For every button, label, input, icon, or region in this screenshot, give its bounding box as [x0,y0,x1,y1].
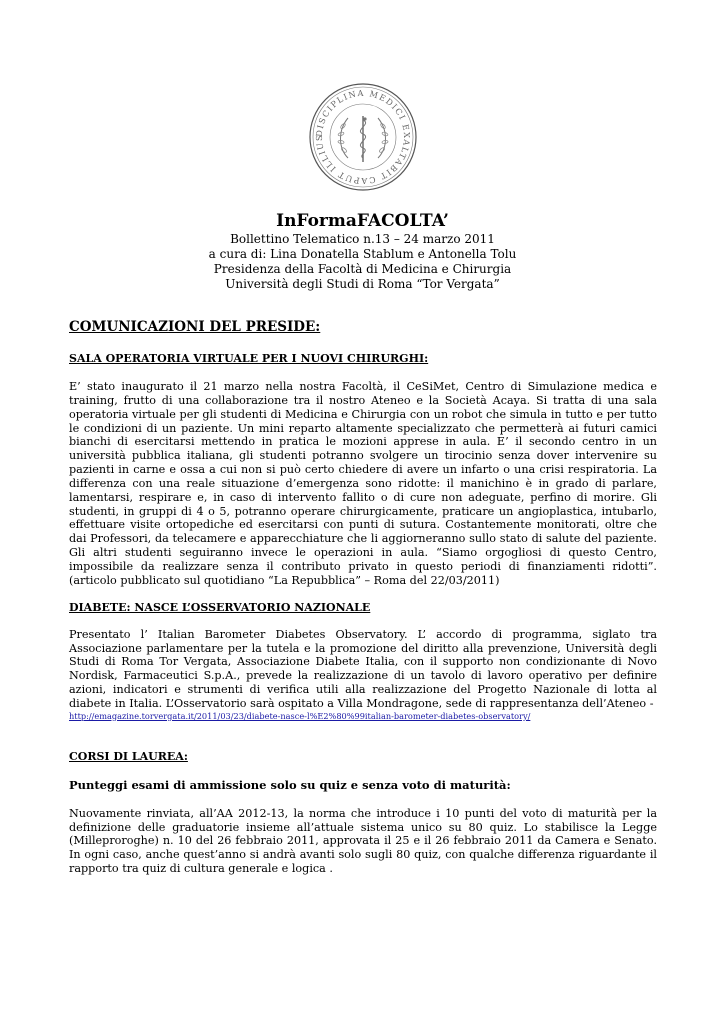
university-seal-icon [308,82,418,192]
bulletin-university: Università degli Studi di Roma “Tor Vergata” [225,277,500,291]
seal-inscription: DISCIPLINA MEDICI EXALTABIT CAPUT ILLIUS [313,87,413,187]
article-heading-sala-operatoria: SALA OPERATORIA VIRTUALE PER I NUOVI CHIRURGHI: [69,352,429,365]
bulletin-title: InFormaFACOLTA’ [276,211,449,231]
article-body-sala-operatoria: E’ stato inaugurato il 21 marzo nella nostra Facoltà, il CeSiMet, Centro di Simulazione medica e training, frutto di una collaborazione tra il nostro Ateneo e la Società Acaya. Si tratta di una sala operatoria virtuale per gli studenti di Medicina e Chirurgia con un robot che simula in tutto e per tutto le condizioni di un paziente. Un mini reparto altamente specializzato che permetterà ai futuri camici bianchi di esercitarsi mettendo in pratica le mozioni apprese in aula. E’ il secondo centro in un università pubblica italiana, gli studenti potranno svolgere un tirocinio senza dover intervenire su pazienti in carne e ossa a cui non si può certo chiedere di avere un infarto o una crisi respiratoria. La differenza con una reale situazione d’emergenza sono ridotte: il manichino è in grado di parlare, lamentarsi, respirare e, in caso di intervento fallito o di cure non adeguate, perfino di morire. Gli studenti, in gruppi di 4 o 5, potranno operare chirurgicamente, praticare un angioplastica, intubarlo, effettuare visite ortopediche ed esercitarsi con punti di sutura. Costantemente monitorati, oltre che dai Professori, da telecamere e apparecchiature che li aggiorneranno sullo stato di salute del paziente. Gli altri studenti seguiranno invece le operazioni in aula. “Siamo orgogliosi di questo Centro, impossibile da realizzare senza il contributo privato in questo periodi di finanziamenti ridotti”. (articolo pubblicato sul quotidiano “La Repubblica” – Roma del 22/03/2011) [69,380,657,587]
article-link-diabete[interactable]: http://emagazine.torvergata.it/2011/03/23/diabete-nasce-l%E2%80%99italian-barometer-diabetes-observatory/ [69,710,531,721]
section-heading-corsi-di-laurea: CORSI DI LAUREA: [69,749,188,763]
bulletin-issue: Bollettino Telematico n.13 – 24 marzo 2011 [230,232,495,246]
article-body-punteggi: Nuovamente rinviata, all’AA 2012-13, la norma che introduce i 10 punti del voto di maturità per la definizione delle graduatorie insieme all’attuale sistema unico su 80 quiz. Lo stabilisce la Legge (Milleproroghe) n. 10 del 26 febbraio 2011, approvata il 25 e il 26 febbraio 2011 da Camera e Senato. In ogni caso, anche quest’anno si andrà avanti solo sugli 80 quiz, con qualche differenza riguardante il rapporto tra quiz di cultura generale e logica . [69,806,657,876]
bulletin-editors: a cura di: Lina Donatella Stablum e Antonella Tolu [208,247,517,261]
section-heading-preside: COMUNICAZIONI DEL PRESIDE: [69,319,321,335]
article-body-diabete: Presentato l’ Italian Barometer Diabetes Observatory. L’ accordo di programma, siglato tra Associazione parlamentare per la tutela e la promozione del diritto alla prevenzione, Università degli Studi di Roma Tor Vergata, Associazione Diabete Italia, con il supporto non condizionante di Novo Nordisk, Farmaceutici S.p.A., prevede la realizzazione di un tavolo di lavoro operativo per definire azioni, indicatori e strumenti di verifica utili alla realizzazione del Progetto Nazionale di lotta al diabete in Italia. L’Osservatorio sarà ospitato a Villa Mondragone, sede di rappresentanza dell’Ateneo - [69,627,657,710]
masthead [0,210,725,292]
bulletin-content [69,318,657,876]
bulletin-faculty: Presidenza della Facoltà di Medicina e Chirurgia [213,262,512,276]
article-heading-diabete: DIABETE: NASCE L’OSSERVATORIO NAZIONALE [69,600,371,614]
article-heading-punteggi: Punteggi esami di ammissione solo su quiz e senza voto di maturità: [69,777,511,792]
